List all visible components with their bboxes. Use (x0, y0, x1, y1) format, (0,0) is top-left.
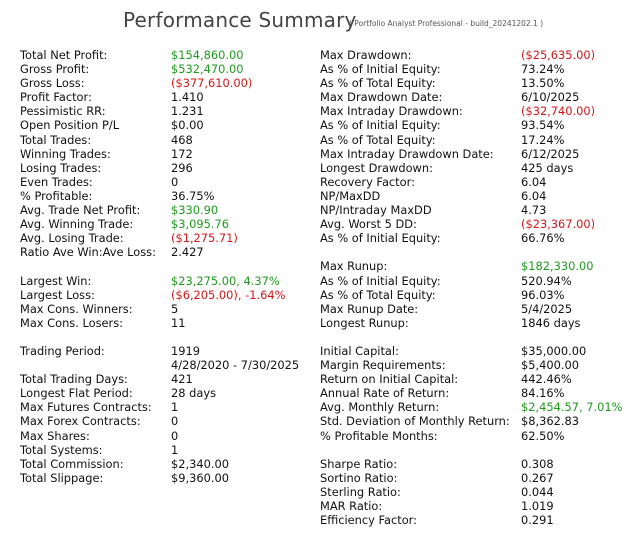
metric-label: NP/MaxDD (320, 188, 381, 203)
metric-label: Total Systems: (20, 442, 103, 457)
metric-label: Max Shares: (20, 428, 90, 443)
metric-value: 0.308 (521, 456, 554, 471)
metric-value: $3,095.76 (171, 217, 229, 232)
metric-label: Efficiency Factor: (320, 513, 417, 528)
metric-row-winning-trades (20, 147, 310, 161)
metric-row-max-intraday-drawdown-date (320, 147, 630, 161)
metric-label: Winning Trades: (20, 146, 111, 161)
metric-row-pessimistic-rr (20, 104, 310, 118)
metric-row-sharpe-ratio (320, 457, 630, 471)
page-title: Performance Summary (123, 8, 357, 32)
metric-value: $8,362.83 (521, 414, 579, 429)
metric-value: 36.75% (171, 188, 215, 203)
right-metrics-column (320, 48, 630, 527)
metric-row-return-on-initial-capital (320, 372, 630, 386)
metric-row-avg-worst-5-dd (320, 217, 630, 231)
metric-label: As % of Initial Equity: (320, 62, 441, 77)
metric-label: Longest Flat Period: (20, 386, 133, 401)
metric-label: As % of Total Equity: (320, 76, 436, 91)
metric-row-ratio-ave-win-ave-loss (20, 245, 310, 259)
metric-value: 1846 days (521, 315, 581, 330)
metric-value: 17.24% (521, 132, 565, 147)
metric-row-as-of-initial-equity (320, 274, 630, 288)
metric-value: $2,454.57, 7.01% (521, 400, 623, 415)
spacer-row (20, 330, 310, 344)
metric-value: 520.94% (521, 273, 572, 288)
metric-value: 442.46% (521, 372, 572, 387)
metric-label: Open Position P/L (20, 118, 120, 133)
metric-row-np-intraday-maxdd (320, 203, 630, 217)
metric-label: Annual Rate of Return: (320, 386, 450, 401)
metric-label: As % of Total Equity: (320, 287, 436, 302)
metric-label: Total Commission: (20, 456, 124, 471)
metric-label: Margin Requirements: (320, 358, 446, 373)
metric-label: Largest Loss: (20, 287, 95, 302)
metric-value: 0.291 (521, 513, 554, 528)
metric-value: 172 (171, 146, 193, 161)
metric-row-avg-trade-net-profit (20, 203, 310, 217)
metric-row-as-of-total-equity (320, 133, 630, 147)
metric-row-total-trades (20, 133, 310, 147)
metric-label: Gross Loss: (20, 76, 85, 91)
left-metrics-column (20, 48, 310, 485)
metric-label: Max Intraday Drawdown Date: (320, 146, 494, 161)
metric-value: 73.24% (521, 62, 565, 77)
metric-value: 13.50% (521, 76, 565, 91)
metric-label: Std. Deviation of Monthly Return: (320, 414, 510, 429)
metric-row-mar-ratio (320, 499, 630, 513)
metric-row-as-of-initial-equity (320, 231, 630, 245)
metric-value: 0 (171, 174, 179, 189)
metric-label: % Profitable Months: (320, 428, 438, 443)
metric-row-total-systems (20, 443, 310, 457)
metric-label: Ratio Ave Win:Ave Loss: (20, 245, 156, 260)
metric-value: 4.73 (521, 203, 547, 218)
metric-row-longest-runup (320, 316, 630, 330)
metric-value: $5,400.00 (521, 358, 579, 373)
metric-row-recovery-factor (320, 175, 630, 189)
metric-value: 1 (171, 442, 179, 457)
metric-value: 4/28/2020 - 7/30/2025 (171, 358, 300, 373)
metric-label: Even Trades: (20, 174, 93, 189)
metric-value: 96.03% (521, 287, 565, 302)
metric-value: ($1,275.71) (171, 231, 238, 246)
metric-label: Max Cons. Winners: (20, 301, 133, 316)
spacer-row (20, 259, 310, 273)
metric-label: Max Forex Contracts: (20, 414, 141, 429)
metric-value: $182,330.00 (521, 259, 594, 274)
metric-value: ($377,610.00) (171, 76, 253, 91)
metric-label: As % of Initial Equity: (320, 231, 441, 246)
metric-label: Longest Drawdown: (320, 160, 433, 175)
metric-value: 93.54% (521, 118, 565, 133)
metric-value: 1919 (171, 343, 200, 358)
metric-value: 1.231 (171, 104, 204, 119)
metric-row-profit-factor (20, 90, 310, 104)
metric-label: Avg. Monthly Return: (320, 400, 440, 415)
spacer-row (320, 245, 630, 259)
metric-row-total-trading-days (20, 372, 310, 386)
metric-row-avg-winning-trade (20, 217, 310, 231)
metric-row-avg-losing-trade (20, 231, 310, 245)
metric-value: $35,000.00 (521, 343, 587, 358)
metric-value: 6/12/2025 (521, 146, 580, 161)
metric-row-profitable-months (320, 429, 630, 443)
metric-row-trading-period (20, 344, 310, 358)
metric-row-losing-trades (20, 161, 310, 175)
metric-row-sortino-ratio (320, 471, 630, 485)
metric-value: 1 (171, 400, 179, 415)
metric-label: Max Drawdown: (320, 48, 412, 62)
spacer-row (20, 358, 310, 372)
metric-label: Largest Win: (20, 273, 92, 288)
metric-row-max-intraday-drawdown (320, 104, 630, 118)
metric-value: 5 (171, 301, 179, 316)
metric-value: 66.76% (521, 231, 565, 246)
metric-value: $330.90 (171, 203, 219, 218)
metric-value: 1.019 (521, 499, 554, 513)
metric-label: Max Cons. Losers: (20, 315, 123, 330)
metric-value: ($25,635.00) (521, 48, 596, 62)
metric-label: Avg. Worst 5 DD: (320, 217, 417, 232)
metric-row-np-maxdd (320, 189, 630, 203)
metric-row-gross-loss (20, 76, 310, 90)
metric-label: Total Trades: (20, 132, 92, 147)
metric-label: Recovery Factor: (320, 174, 415, 189)
metric-row-as-of-total-equity (320, 288, 630, 302)
metric-row-avg-monthly-return (320, 400, 630, 414)
metric-value: 468 (171, 132, 193, 147)
metric-label: NP/Intraday MaxDD (320, 203, 432, 218)
metric-label: Total Slippage: (20, 470, 104, 485)
metric-label: Gross Profit: (20, 62, 90, 77)
metric-value: $23,275.00, 4.37% (171, 273, 280, 288)
metric-row-total-commission (20, 457, 310, 471)
metric-row-as-of-total-equity (320, 76, 630, 90)
metric-value: $9,360.00 (171, 470, 229, 485)
metric-value: 62.50% (521, 428, 565, 443)
metric-label: Sortino Ratio: (320, 470, 398, 485)
metric-value: 84.16% (521, 386, 565, 401)
metric-label: As % of Initial Equity: (320, 273, 441, 288)
metric-row-std-deviation-of-monthly-return (320, 414, 630, 428)
metric-label: Sterling Ratio: (320, 484, 401, 499)
metric-label: Avg. Losing Trade: (20, 231, 124, 246)
metric-label: Losing Trades: (20, 160, 102, 175)
metric-row-longest-flat-period (20, 386, 310, 400)
metric-label: Total Net Profit: (20, 48, 108, 62)
metric-label: Max Drawdown Date: (320, 90, 443, 105)
metric-value: 1.410 (171, 90, 204, 105)
metric-value: 0.044 (521, 484, 554, 499)
metric-row-largest-loss (20, 288, 310, 302)
metric-value: ($23,367.00) (521, 217, 596, 232)
metric-value: 425 days (521, 160, 574, 175)
metric-row-as-of-initial-equity (320, 118, 630, 132)
metric-label: Avg. Winning Trade: (20, 217, 134, 232)
spacer-row (320, 443, 630, 457)
metric-value: 11 (171, 315, 186, 330)
metric-value: 5/4/2025 (521, 301, 573, 316)
metric-value: $532,470.00 (171, 62, 244, 77)
metric-value: $154,860.00 (171, 48, 244, 62)
metric-row-max-forex-contracts (20, 414, 310, 428)
metric-value: 0 (171, 428, 179, 443)
metric-label: Max Intraday Drawdown: (320, 104, 463, 119)
metric-row-total-slippage (20, 471, 310, 485)
metric-label: Avg. Trade Net Profit: (20, 203, 141, 218)
metric-value: 421 (171, 372, 193, 387)
metric-label: As % of Total Equity: (320, 132, 436, 147)
metric-label: Total Trading Days: (20, 372, 128, 387)
metric-label: MAR Ratio: (320, 499, 383, 513)
metric-row-sterling-ratio (320, 485, 630, 499)
metric-row-margin-requirements (320, 358, 630, 372)
metric-row-longest-drawdown (320, 161, 630, 175)
metric-label: Sharpe Ratio: (320, 456, 398, 471)
metric-row-max-runup-date (320, 302, 630, 316)
metric-value: 296 (171, 160, 193, 175)
metric-value: 6.04 (521, 174, 547, 189)
metric-value: $2,340.00 (171, 456, 229, 471)
metric-value: ($32,740.00) (521, 104, 596, 119)
metric-row-open-position-p-l (20, 118, 310, 132)
metric-label: % Profitable: (20, 188, 93, 203)
metric-value: ($6,205.00), -1.64% (171, 287, 286, 302)
metric-value: 6/10/2025 (521, 90, 580, 105)
metric-value: 28 days (171, 386, 217, 401)
metric-row-annual-rate-of-return (320, 386, 630, 400)
metric-row-total-net-profit (20, 48, 310, 62)
metric-label: Max Runup: (320, 259, 388, 274)
metric-row-even-trades (20, 175, 310, 189)
metric-label: Max Runup Date: (320, 301, 419, 316)
metric-row-max-shares (20, 429, 310, 443)
metric-label: Initial Capital: (320, 343, 399, 358)
metric-row-initial-capital (320, 344, 630, 358)
metric-row-largest-win (20, 274, 310, 288)
metric-row-max-drawdown-date (320, 90, 630, 104)
metric-row-max-runup (320, 259, 630, 273)
metric-value: 2.427 (171, 245, 204, 260)
metric-value: 0 (171, 414, 179, 429)
metric-label: As % of Initial Equity: (320, 118, 441, 133)
metric-label: Return on Initial Capital: (320, 372, 459, 387)
metric-value: 0.267 (521, 470, 554, 485)
metric-label: Max Futures Contracts: (20, 400, 152, 415)
metric-row-max-cons-winners (20, 302, 310, 316)
metric-row-max-cons-losers (20, 316, 310, 330)
build-subtitle: ( Portfolio Analyst Professional - build_20241202.1 ) (349, 19, 544, 28)
metric-value: $0.00 (171, 118, 204, 133)
metric-label: Longest Runup: (320, 315, 409, 330)
metric-label: Profit Factor: (20, 90, 92, 105)
metric-value: 6.04 (521, 188, 547, 203)
metric-label: Pessimistic RR: (20, 104, 106, 119)
metric-row-max-futures-contracts (20, 400, 310, 414)
metric-row-as-of-initial-equity (320, 62, 630, 76)
metric-label: Trading Period: (20, 343, 105, 358)
metric-row-efficiency-factor (320, 513, 630, 527)
spacer-row (320, 330, 630, 344)
metric-row-gross-profit (20, 62, 310, 76)
metric-row-profitable (20, 189, 310, 203)
metric-row-max-drawdown (320, 48, 630, 62)
